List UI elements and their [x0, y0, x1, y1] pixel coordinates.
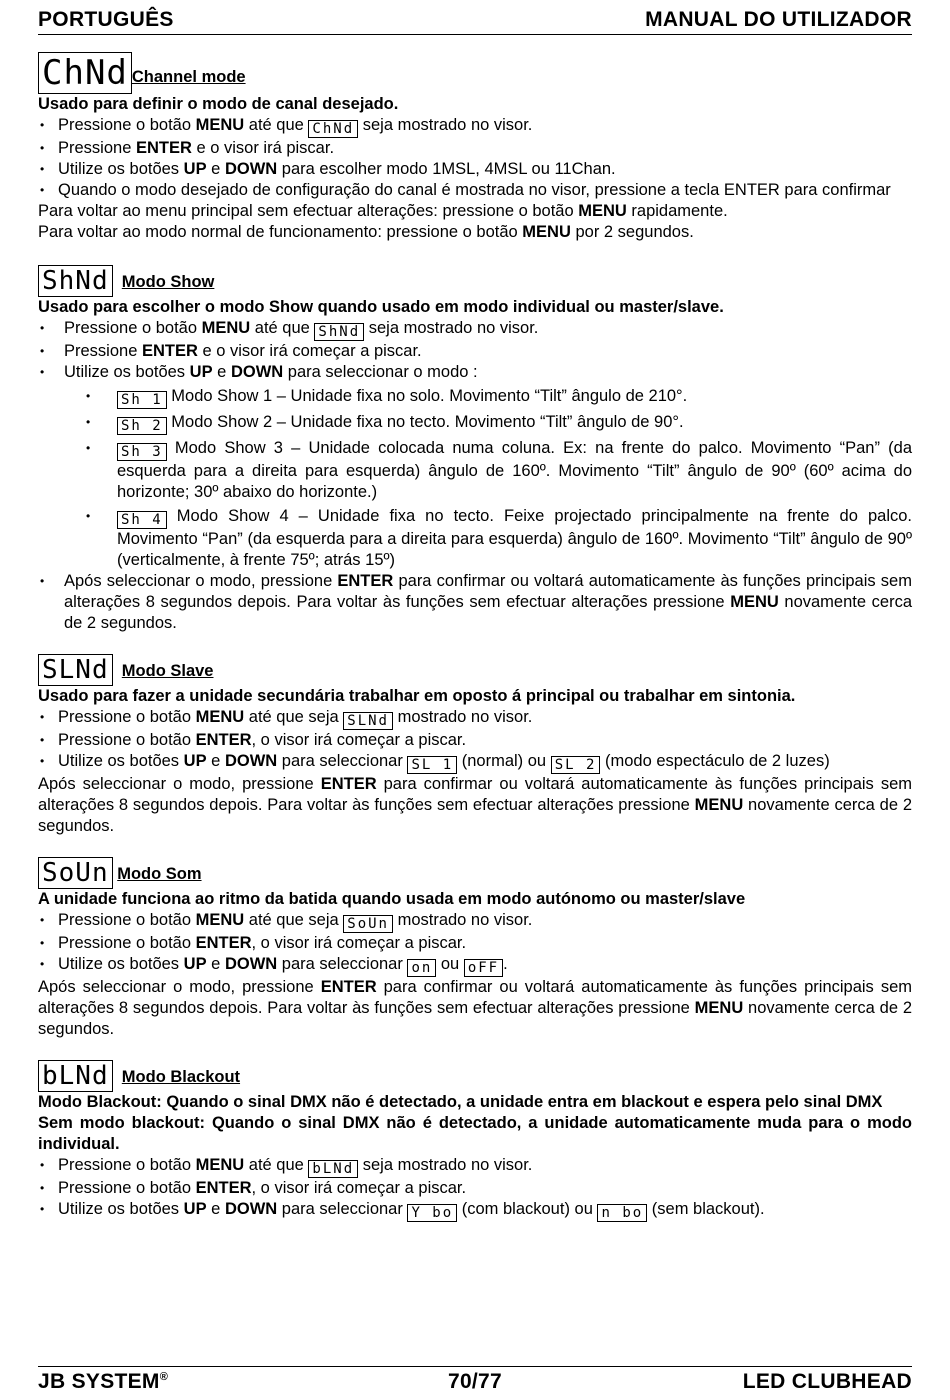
section-title: Channel mode: [131, 68, 246, 86]
lcd-shnd-small-icon: ShNd: [314, 323, 364, 341]
section-subtitle: Usado para fazer a unidade secundária trabalhar em oposto á principal ou trabalhar em sintonia.: [38, 687, 796, 705]
section-subtitle: Usado para escolher o modo Show quando usado em modo individual ou master/slave.: [38, 298, 724, 316]
lcd-slnd-small-icon: SLNd: [343, 712, 393, 730]
steps-list: [38, 1155, 912, 1222]
section-subtitle: A unidade funciona ao ritmo da batida quando usada em modo autónomo ou master/slave: [38, 890, 746, 908]
list-item: • Sh 2 Modo Show 2 – Unidade fixa no tecto. Movimento “Tilt” ângulo de 90°.: [38, 412, 912, 435]
section-title: Modo Show: [121, 273, 215, 291]
list-item: • Utilize os botões UP e DOWN para seleccionar o modo :: [38, 362, 912, 383]
list-item: • Pressione o botão MENU até que seja SLNd mostrado no visor.: [38, 707, 912, 730]
lcd-nbo-icon: n bo: [597, 1204, 647, 1222]
header-language: PORTUGUÊS: [38, 8, 174, 31]
list-item: • Sh 1 Modo Show 1 – Unidade fixa no solo. Movimento “Tilt” ângulo de 210°.: [38, 386, 912, 409]
steps-list: [38, 115, 912, 201]
section-title: Modo Blackout: [121, 1068, 241, 1086]
lcd-sh2-icon: Sh 2: [117, 417, 167, 435]
lcd-sh3-icon: Sh 3: [117, 443, 167, 461]
list-item: • Sh 4 Modo Show 4 – Unidade fixa no tecto. Feixe projectado principalmente na frente do palco. Movimento “Pan” (da esquerda para a direita para esquerda) ângulo de 160º. Movimento “Tilt” ângulo de 90º (verticalmente, à frente 75º; atrás 15º): [38, 506, 912, 571]
section-blackout-mode: [38, 1060, 912, 1222]
show-modes-list: [38, 386, 912, 571]
lcd-ybo-icon: Y bo: [407, 1204, 457, 1222]
list-item: • Sh 3 Modo Show 3 – Unidade colocada numa coluna. Ex: na frente do palco. Movimento “Pan” (da esquerda para a direita para esquerda) ângulo de 160º. Movimento “Tilt” ângulo de 90º (60º acima do horizonte; 30º abaixo do horizonte.): [38, 438, 912, 503]
page-content: [38, 52, 912, 1222]
list-item: • Pressione o botão MENU até que seja SoUn mostrado no visor.: [38, 910, 912, 933]
list-item: • Pressione o botão MENU até que ShNd seja mostrado no visor.: [38, 318, 912, 341]
page-footer: [38, 1366, 912, 1400]
section-slave-mode: [38, 654, 912, 837]
list-item: • Pressione o botão ENTER, o visor irá começar a piscar.: [38, 933, 912, 954]
lcd-chnd-icon: ChNd: [38, 52, 132, 94]
section-subtitle: Sem modo blackout: Quando o sinal DMX não é detectado, a unidade automaticamente muda para o modo individual.: [38, 1114, 912, 1153]
lcd-slnd-icon: SLNd: [38, 654, 113, 686]
steps-list: [38, 707, 912, 774]
list-item: • Pressione o botão ENTER, o visor irá começar a piscar.: [38, 730, 912, 751]
list-item: • Utilize os botões UP e DOWN para escolher modo 1MSL, 4MSL ou 11Chan.: [38, 159, 912, 180]
lcd-off-icon: oFF: [464, 959, 503, 977]
paragraph: Após seleccionar o modo, pressione ENTER para confirmar ou voltará automaticamente às funções principais sem alterações 8 segundos depois. Para voltar às funções sem efectuar alterações pressione MENU novamente cerca de 2 segundos.: [38, 775, 912, 835]
steps-list: [38, 318, 912, 383]
list-item: • Utilize os botões UP e DOWN para seleccionar Y bo (com blackout) ou n bo (sem blackout).: [38, 1199, 912, 1222]
steps-list: [38, 910, 912, 977]
lcd-soun-small-icon: SoUn: [343, 915, 393, 933]
section-channel-mode: [38, 52, 912, 243]
footer-brand: JB SYSTEM®: [38, 1370, 169, 1393]
paragraph: Após seleccionar o modo, pressione ENTER para confirmar ou voltará automaticamente às funções principais sem alterações 8 segundos depois. Para voltar às funções sem efectuar alterações pressione MENU novamente cerca de 2 segundos.: [38, 978, 912, 1038]
lcd-on-icon: on: [407, 959, 436, 977]
list-item: • Pressione o botão MENU até que bLNd seja mostrado no visor.: [38, 1155, 912, 1178]
lcd-shnd-icon: ShNd: [38, 265, 113, 297]
header-manual-title: MANUAL DO UTILIZADOR: [645, 8, 912, 31]
list-item: • Pressione o botão MENU até que ChNd seja mostrado no visor.: [38, 115, 912, 138]
section-show-mode: [38, 265, 912, 634]
lcd-soun-icon: SoUn: [38, 857, 113, 889]
paragraph: Para voltar ao modo normal de funcionamento: pressione o botão MENU por 2 segundos.: [38, 223, 694, 241]
list-item: • Pressione o botão ENTER, o visor irá começar a piscar.: [38, 1178, 912, 1199]
section-subtitle: Modo Blackout: Quando o sinal DMX não é detectado, a unidade entra em blackout e espera pelo sinal DMX: [38, 1093, 883, 1111]
lcd-sl1-icon: SL 1: [407, 756, 457, 774]
section-title: Modo Som: [117, 865, 202, 883]
lcd-sl2-icon: SL 2: [551, 756, 601, 774]
footer-product: LED CLUBHEAD: [742, 1370, 912, 1393]
steps-list: [38, 571, 912, 634]
page-header: [38, 2, 912, 35]
list-item: • Quando o modo desejado de configuração do canal é mostrada no visor, pressione a tecla ENTER para confirmar: [38, 180, 912, 201]
lcd-sh4-icon: Sh 4: [117, 511, 167, 529]
section-subtitle: Usado para definir o modo de canal desejado.: [38, 95, 399, 113]
list-item: • Utilize os botões UP e DOWN para seleccionar on ou oFF .: [38, 954, 912, 977]
list-item: • Pressione ENTER e o visor irá começar a piscar.: [38, 341, 912, 362]
page-number: 70/77: [447, 1370, 503, 1393]
lcd-chnd-small-icon: ChNd: [308, 120, 358, 138]
list-item: • Pressione ENTER e o visor irá piscar.: [38, 138, 912, 159]
lcd-sh1-icon: Sh 1: [117, 391, 167, 409]
list-item: • Após seleccionar o modo, pressione ENTER para confirmar ou voltará automaticamente às funções principais sem alterações 8 segundos depois. Para voltar às funções sem efectuar alterações pressione MENU novamente cerca de 2 segundos.: [38, 571, 912, 634]
paragraph: Para voltar ao menu principal sem efectuar alterações: pressione o botão MENU rapidamente.: [38, 202, 728, 220]
lcd-blnd-small-icon: bLNd: [308, 1160, 358, 1178]
section-sound-mode: [38, 857, 912, 1040]
registered-mark: ®: [159, 1371, 169, 1383]
list-item: • Utilize os botões UP e DOWN para seleccionar SL 1 (normal) ou SL 2 (modo espectáculo de 2 luzes): [38, 751, 912, 774]
lcd-blnd-icon: bLNd: [38, 1060, 113, 1092]
section-title: Modo Slave: [121, 662, 214, 680]
